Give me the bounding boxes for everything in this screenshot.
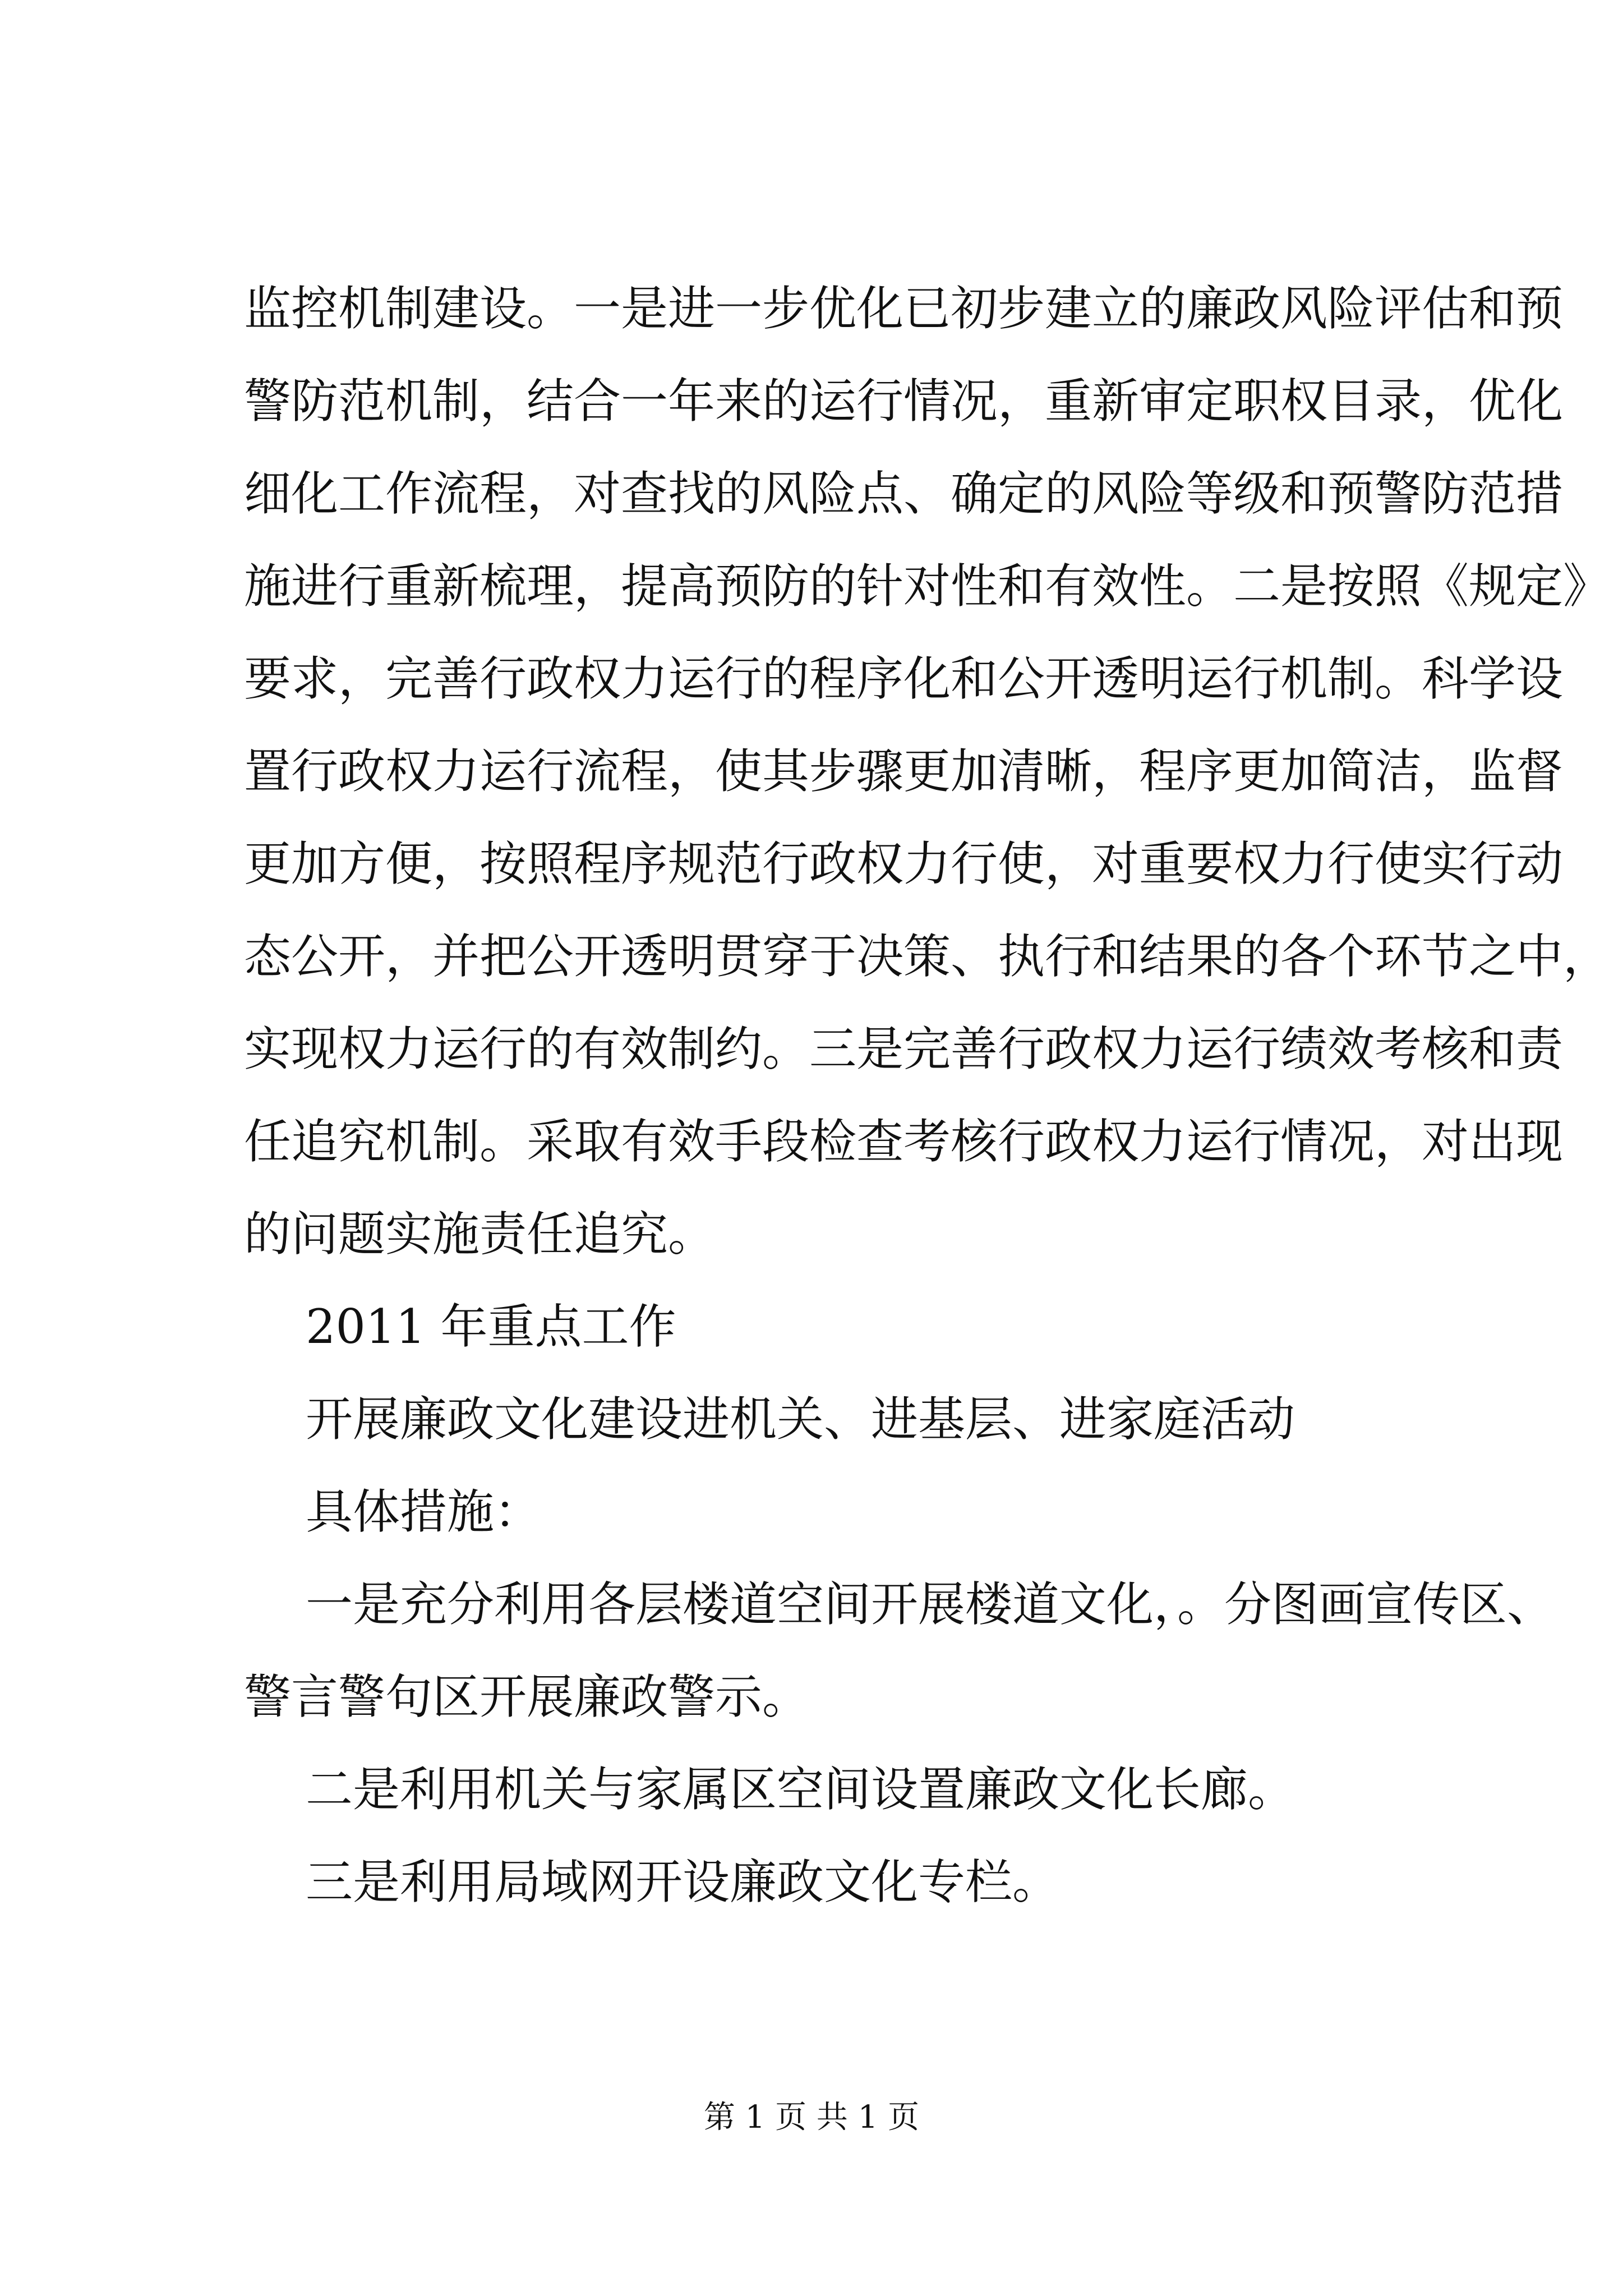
activity-title: 开展廉政文化建设进机关、进基层、进家庭活动 — [306, 1392, 1295, 1447]
measure-item-1-continued: 警言警句区开展廉政警示。 — [244, 1669, 810, 1724]
body-text-line: 施进行重新梳理，提高预防的针对性和有效性。二是按照《规定》 — [244, 559, 1611, 614]
body-text-line: 监控机制建设。一是进一步优化已初步建立的廉政风险评估和预 — [244, 281, 1564, 336]
page-number-footer: 第 1 页 共 1 页 — [703, 2099, 920, 2136]
measure-item-1: 一是充分利用各层楼道空间开展楼道文化，。分图画宣传区、 — [306, 1577, 1555, 1632]
body-text-line: 置行政权力运行流程，使其步骤更加清晰，程序更加简洁，监督 — [244, 744, 1564, 799]
body-text-line: 更加方便，按照程序规范行政权力行使，对重要权力行使实行动 — [244, 836, 1564, 891]
body-text-line: 警防范机制，结合一年来的运行情况，重新审定职权目录，优化 — [244, 374, 1564, 429]
body-text-line: 任追究机制。采取有效手段检查考核行政权力运行情况，对出现 — [244, 1114, 1564, 1169]
document-body — [244, 263, 1611, 1929]
body-text-line: 的问题实施责任追究。 — [244, 1207, 716, 1262]
body-text-line: 态公开，并把公开透明贯穿于决策、执行和结果的各个环节之中， — [244, 929, 1611, 984]
body-text-line: 细化工作流程，对查找的风险点、确定的风险等级和预警防范措 — [244, 466, 1564, 521]
measure-item-3: 三是利用局域网开设廉政文化专栏。 — [306, 1855, 1060, 1910]
measure-item-2: 二是利用机关与家属区空间设置廉政文化长廊。 — [306, 1762, 1295, 1817]
section-heading-year: 2011 年重点工作 — [306, 1299, 676, 1354]
measures-label: 具体措施： — [306, 1484, 542, 1539]
body-text-line: 实现权力运行的有效制约。三是完善行政权力运行绩效考核和责 — [244, 1022, 1564, 1076]
body-text-line: 要求，完善行政权力运行的程序化和公开透明运行机制。科学设 — [244, 651, 1564, 706]
